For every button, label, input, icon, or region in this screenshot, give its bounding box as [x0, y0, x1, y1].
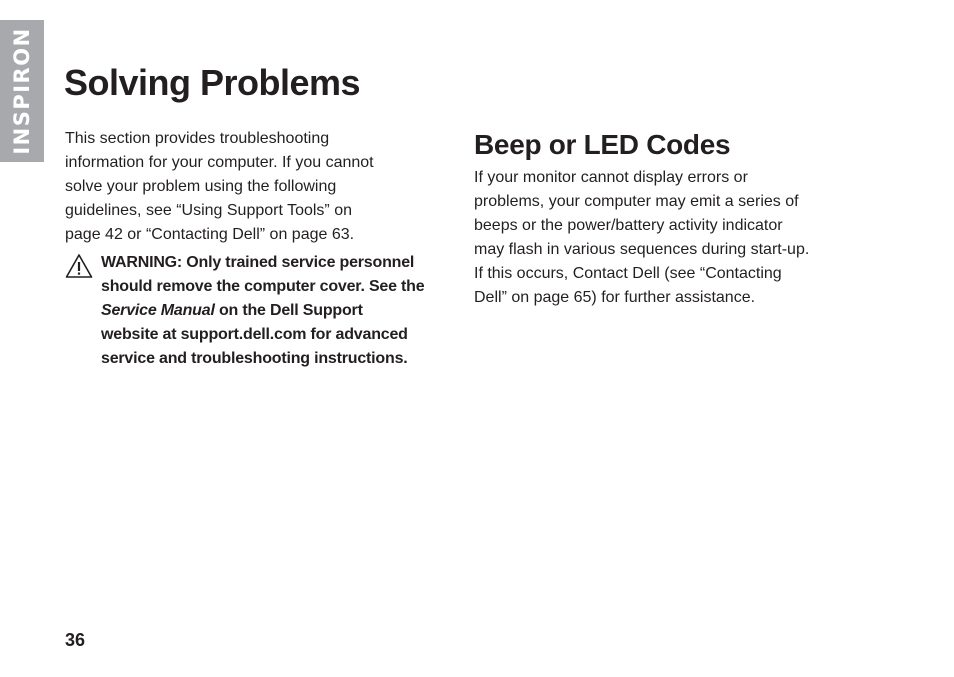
warning-text: [101, 251, 450, 371]
beep-led-paragraph: If your monitor cannot display errors or problems, your computer may emit a series of beeps or the power/battery activity indicator may flash in various sequences during start-up. If this occurs, Contact Dell (see “Contacting Dell” on page 65) for further assistance.: [474, 169, 810, 306]
page-title: Solving Problems: [64, 62, 361, 103]
warning-line: should remove the computer cover. See the: [101, 278, 425, 295]
warning-line: WARNING: Only trained service personnel: [101, 254, 415, 271]
warning-line: service and troubleshooting instructions.: [101, 350, 408, 367]
warning-note: [65, 251, 450, 371]
section-heading-beep-led: Beep or LED Codes: [474, 129, 731, 160]
service-manual-title: Service Manual: [101, 302, 215, 319]
left-column: [65, 127, 450, 371]
warning-triangle-icon: [65, 253, 93, 279]
warning-line-rest: on the Dell Support: [214, 302, 363, 319]
right-column: [474, 127, 864, 310]
brand-side-tab-label: INSPIRON: [10, 27, 34, 155]
brand-side-tab: [0, 20, 44, 162]
intro-paragraph: This section provides troubleshooting information for your computer. If you cannot solve your problem using the following guidelines, see “Using Support Tools” on page 42 or “Contacting Dell” on page 63.: [65, 130, 374, 243]
page-number: 36: [65, 630, 86, 650]
warning-line: [101, 299, 450, 323]
warning-line: website at support.dell.com for advanced: [101, 326, 408, 343]
